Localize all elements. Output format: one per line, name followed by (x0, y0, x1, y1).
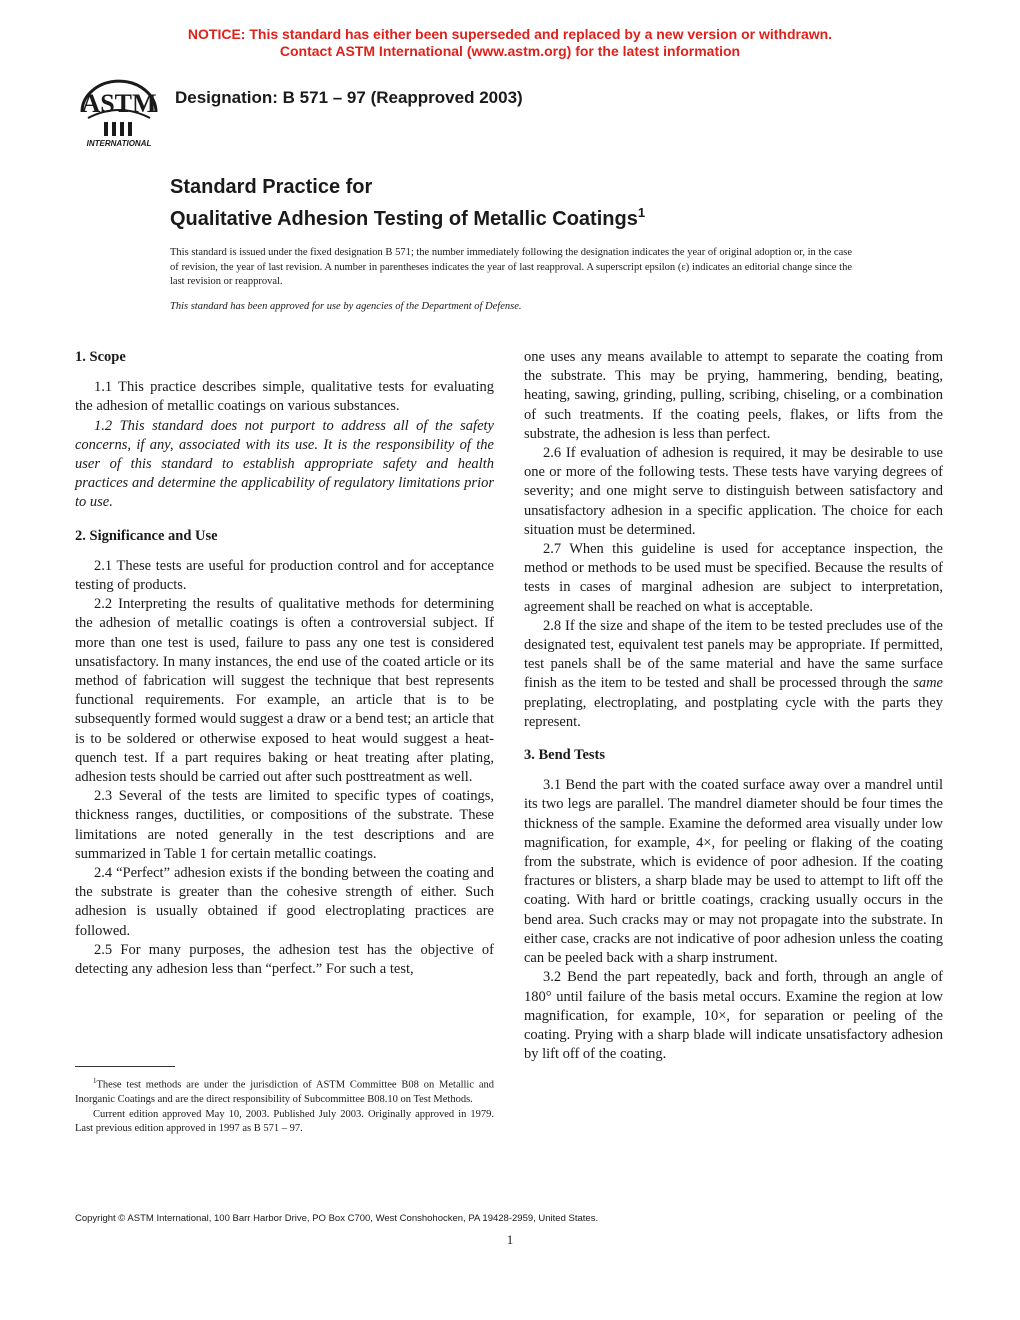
paragraph-2-7: 2.7 When this guideline is used for acceptance inspection, the method or methods to be used must be specified. Because the results of tests in cases of marginal adhesion are subject to interpretation, agreement shall be reached on what is acceptable. (524, 541, 943, 615)
paragraph-1-1: 1.1 This practice describes simple, qualitative tests for evaluating the adhesion of metallic coatings on various substances. (75, 379, 494, 415)
footnote-1 (75, 1074, 494, 1108)
paragraph-2-6: 2.6 If evaluation of adhesion is required, it may be desirable to use one or more of the following tests. These tests have varying degrees of severity; and one might serve to distinguish between satisfactory and unsatisfactory adhesion in a specific application. The choice for each situation must be determined. (524, 445, 943, 538)
paragraph-2-4: 2.4 “Perfect” adhesion exists if the bonding between the coating and the substrate is greater than the cohesive strength of either. Such adhesion is usually obtained if good electroplating practices are followed. (75, 865, 494, 939)
document-title (170, 174, 645, 232)
issuance-note: This standard is issued under the fixed designation B 571; the number immediately following the designation indicates the year of original adoption or, in the case of revision, the year of last revision. A number in parentheses indicates the year of last reapproval. A superscript epsilon (ε) indicates an editorial change since the last revision or reapproval. (170, 247, 852, 288)
paragraph-2-8-emphasis: same (913, 675, 943, 692)
paragraph-2-8-text-b: preplating, electroplating, and postplating cycle with the parts they represent. (524, 694, 943, 730)
section-heading-bend-tests: 3. Bend Tests (524, 747, 605, 764)
astm-logo (74, 72, 164, 152)
paragraph-2-8 (524, 617, 943, 732)
withdrawal-notice (0, 26, 1020, 60)
paragraph-2-8-text-a: 2.8 If the size and shape of the item to be tested precludes use of the designated test, equivalent test panels may be appropriate. If permitted, test panels shall be of the same material and have the same surface finish as the item to be tested and shall be processed through the (524, 617, 943, 692)
page-number: 1 (506, 1232, 514, 1247)
left-column (75, 348, 494, 979)
footnote-mark: 1 (93, 1077, 97, 1085)
logo-subtext: INTERNATIONAL (86, 139, 152, 148)
paragraph-2-5-continued: one uses any means available to attempt to separate the coating from the substrate. This may be prying, hammering, bending, beating, heating, sawing, grinding, pulling, scribing, chiseling, or a combination of such treatments. If the coating peels, flakes, or lifts from the substrate, the adhesion is less than perfect. (524, 349, 943, 442)
logo-text: ASTM (81, 89, 157, 118)
paragraph-2-5: 2.5 For many purposes, the adhesion test has the objective of detecting any adhesion less than “perfect.” For such a test, (75, 941, 494, 978)
title-main: Qualitative Adhesion Testing of Metallic Coatings (170, 208, 638, 230)
section-heading-significance: 2. Significance and Use (75, 527, 218, 544)
footnote-edition: Current edition approved May 10, 2003. Published July 2003. Originally approved in 1979. Last previous edition approved in 1997 as B 571 – 97. (75, 1108, 494, 1134)
right-column (524, 348, 943, 1064)
footnote-1-text: These test methods are under the jurisdiction of ASTM Committee B08 on Metallic and Inorganic Coatings and are the direct responsibility of Subcommittee B08.10 on Test Methods. (75, 1079, 494, 1105)
footnote-divider (75, 1066, 175, 1067)
title-footnote-mark: 1 (637, 205, 646, 220)
approval-note: This standard has been approved for use by agencies of the Department of Defense. (170, 301, 522, 312)
notice-line-1: NOTICE: This standard has either been superseded and replaced by a new version or withdrawn. (187, 26, 833, 42)
paragraph-2-2: 2.2 Interpreting the results of qualitative methods for determining the adhesion of metallic coatings is often a controversial subject. If more than one test is used, failure to pass any one test is considered unsatisfactory. In many instances, the end use of the coated article or its method of fabrication will suggest the technique that best represents functional requirements. For example, an article that is to be subsequently formed would suggest a draw or a bend test; an article that is to be soldered or otherwise exposed to heat would suggest a heat-quench test. If a part requires baking or heat treating after plating, adhesion tests should be carried out after such posttreatment as well. (75, 596, 494, 786)
designation: Designation: B 571 – 97 (Reapproved 2003) (175, 88, 523, 107)
footnotes (75, 1074, 494, 1137)
paragraph-3-1: 3.1 Bend the part with the coated surface away over a mandrel until its two legs are parallel. The mandrel diameter should be four times the thickness of the sample. Examine the deformed area visually under low magnification, for example, 4×, for peeling or flaking of the coating from the substrate, which is evidence of poor adhesion. If the coating fractures or blisters, a sharp blade may be used to attempt to lift off the coating. With hard or brittle coatings, cracking usually occurs in the bend area. Such cracks may or may not propagate into the substrate. In either case, cracks are not indicative of poor adhesion unless the coating can be peeled back with a sharp instrument. (524, 777, 943, 967)
paragraph-1-2: 1.2 This standard does not purport to address all of the safety concerns, if any, associated with its use. It is the responsibility of the user of this standard to establish appropriate safety and health practices and determine the applicability of regulatory limitations prior to use. (75, 417, 494, 511)
section-heading-scope: 1. Scope (75, 349, 126, 365)
title-line-2 (170, 200, 645, 232)
paragraph-3-2: 3.2 Bend the part repeatedly, back and forth, through an angle of 180° until failure of the basis metal occurs. Examine the region at low magnification, for example, 10×, for separation or peeling of the coating. Prying with a sharp blade will indicate unsatisfactory adhesion by lift off of the coating. (524, 969, 943, 1063)
title-line-1: Standard Practice for (170, 176, 373, 198)
paragraph-2-1: 2.1 These tests are useful for production control and for acceptance testing of products. (75, 557, 494, 594)
copyright-line: Copyright © ASTM International, 100 Barr Harbor Drive, PO Box C700, West Conshohocken, PA 19428-2959, United States. (75, 1213, 599, 1224)
notice-line-2: Contact ASTM International (www.astm.org) for the latest information (279, 43, 741, 59)
paragraph-2-3: 2.3 Several of the tests are limited to specific types of coatings, thickness ranges, ductilities, or compositions of the substrate. These limitations are noted generally in the test descriptions and are summarized in Table 1 for certain metallic coatings. (75, 788, 494, 862)
